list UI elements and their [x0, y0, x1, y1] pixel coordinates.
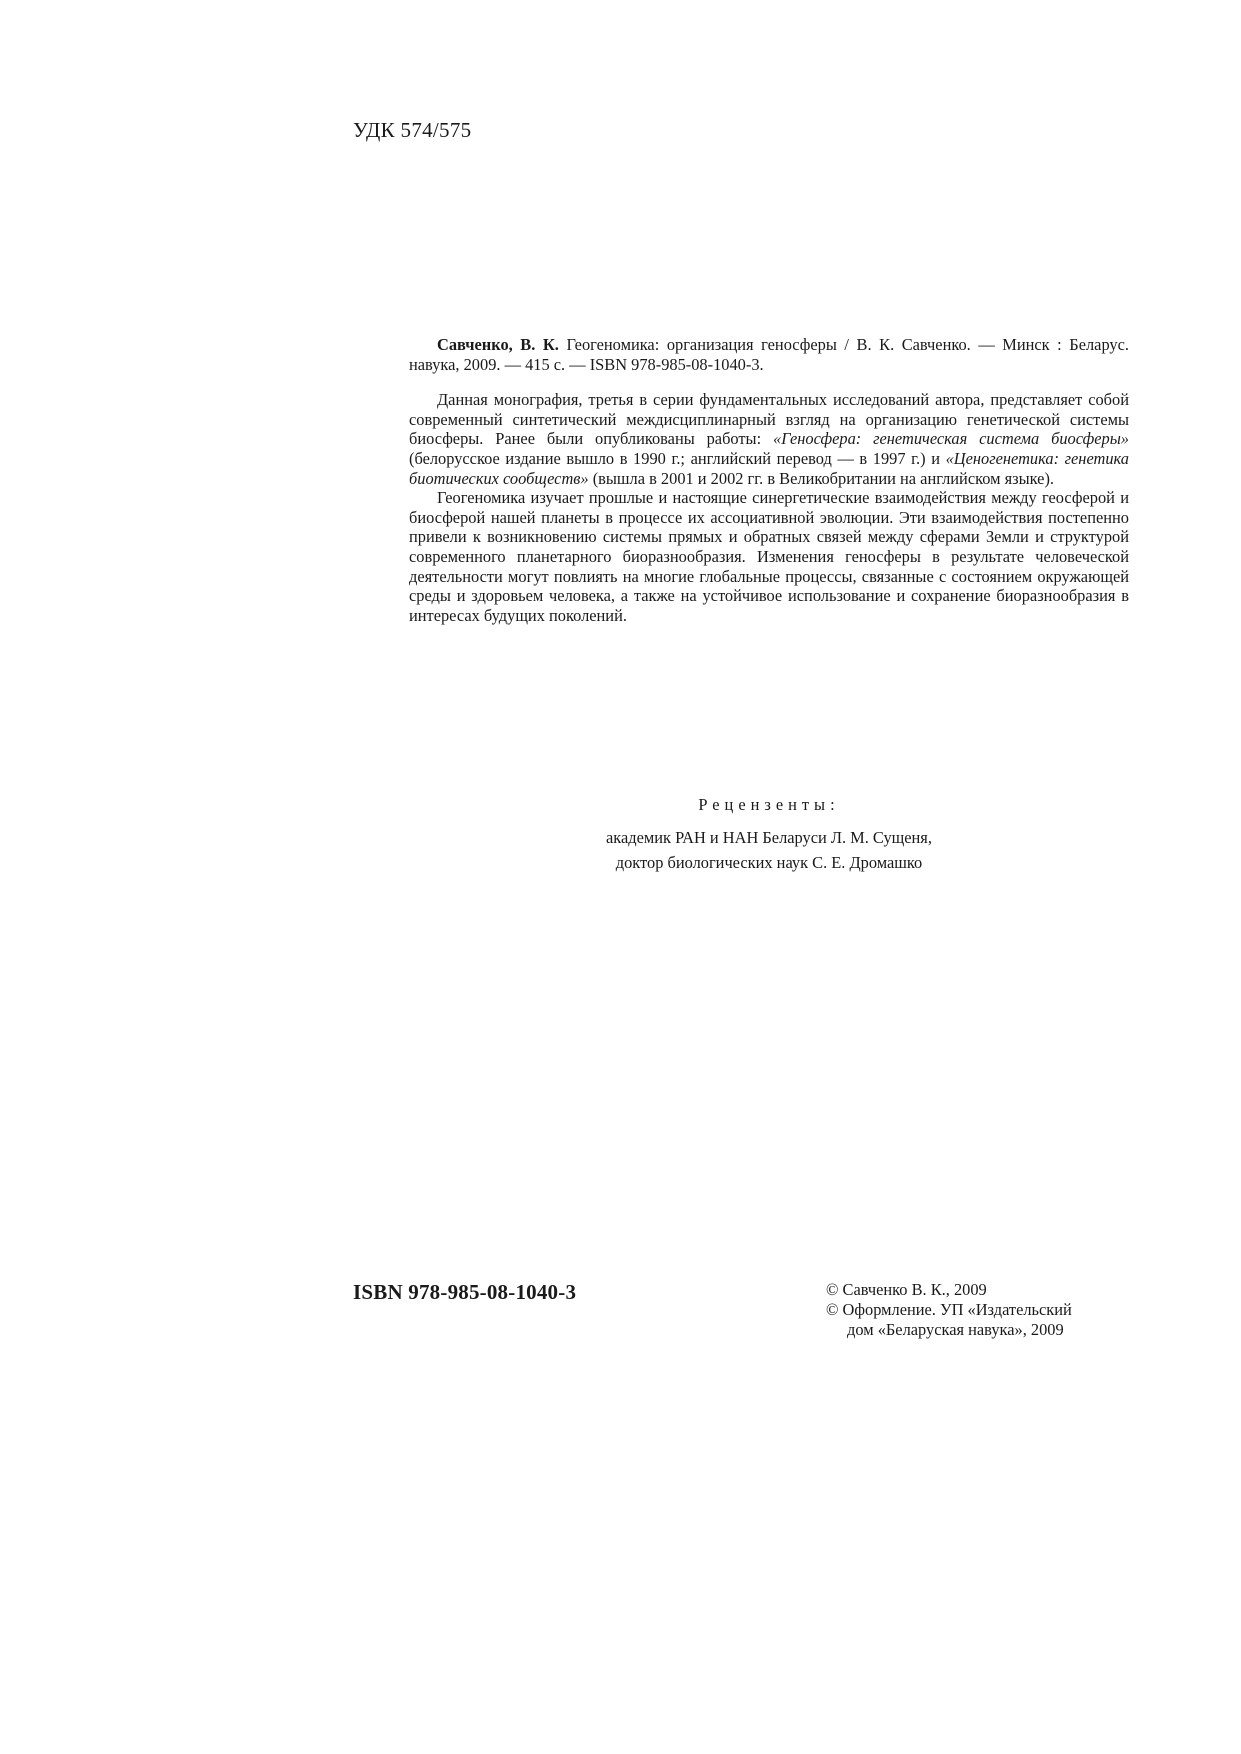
- reviewers-block: [409, 792, 1129, 875]
- reviewer-line: доктор биологических наук С. Е. Дромашко: [615, 853, 923, 872]
- author-name: Савченко, В. К.: [437, 335, 559, 354]
- isbn-number: ISBN 978-985-08-1040-3: [353, 1280, 577, 1304]
- udk-code: УДК 574/575: [353, 118, 472, 142]
- bibliographic-record: [409, 335, 1129, 374]
- abstract-text: Данная монография, третья в серии фундаментальных исследований автора, представляет собой современный синтетический междисциплинарный взгляд на организацию генетической системы биосферы. Ранее были опубликованы работы:: [409, 390, 1129, 449]
- copyright-design-continued: дом «Беларуская навука», 2009: [847, 1320, 1064, 1339]
- book-title: «Геносфера: генетическая система биосферы»: [773, 429, 1129, 449]
- copyright-design: © Оформление. УП «Издательский: [826, 1300, 1072, 1319]
- abstract-block: [409, 335, 1129, 625]
- book-title: «Ценогенетика: генетика биотических сообществ»: [409, 448, 1129, 488]
- copyright-block: [826, 1280, 1072, 1340]
- abstract-text: (вышла в 2001 и 2002 гг. в Великобритании на английском языке).: [588, 468, 1054, 488]
- bibliographic-description: Геогеномика: организация геносферы / В. К. Савченко. — Минск : Беларус. навука, 2009. — 415 с. — ISBN 978-985-08-1040-3.: [409, 335, 1129, 374]
- abstract-paragraph-2: Геогеномика изучает прошлые и настоящие синергетические взаимодействия между геосферой и биосферой нашей планеты в процессе их ассоциативной эволюции. Эти взаимодействия постепенно привели к возникновению системы прямых и обратных связей между сферами Земли и структурой современного планетарного биоразнообразия. Изменения геносферы в результате человеческой деятельности могут повлиять на многие глобальные процессы, связанные с состоянием окружающей среды и здоровьем человека, а также на устойчивое использование и сохранение биоразнообразия в интересах будущих поколений.: [409, 488, 1129, 625]
- reviewers-heading: Рецензенты:: [698, 795, 840, 814]
- abstract-paragraph-1: [409, 390, 1129, 488]
- abstract-text: (белорусское издание вышло в 1990 г.; английский перевод — в 1997 г.) и: [409, 448, 946, 468]
- copyright-author: © Савченко В. К., 2009: [826, 1280, 987, 1299]
- reviewer-line: академик РАН и НАН Беларуси Л. М. Сущеня,: [606, 828, 932, 847]
